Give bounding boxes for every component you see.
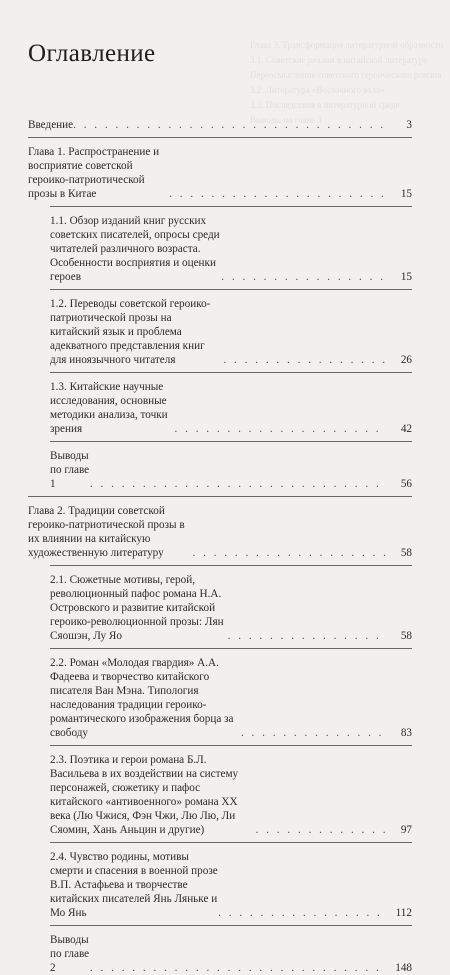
toc-page-number: 97	[400, 824, 412, 836]
table-of-contents	[28, 118, 412, 975]
dot-leader	[73, 118, 387, 132]
toc-page-number: 83	[400, 727, 412, 739]
dot-leader	[175, 422, 388, 436]
toc-entry-text: 2.2. Роман «Молодая гвардия» А.А. Фадеева и творчество китайского писателя Ван Мэна. Типология наследования традиции героико-романтического изображения борца за свободу	[50, 657, 234, 739]
toc-page-number: 112	[395, 907, 412, 919]
divider	[50, 372, 412, 373]
divider	[50, 745, 412, 746]
dot-leader	[90, 477, 387, 491]
toc-entry-text: 1.1. Обзор изданий книг русских советских писателей, опросы среди читателей различного возраста. Особенности восприятия и оценки героев	[50, 215, 220, 283]
toc-entry-section-2-3[interactable]	[50, 753, 412, 837]
bleed-line: 3.2. Литература «Восточного вала»	[250, 85, 385, 95]
divider	[50, 206, 412, 207]
toc-page-number: 15	[400, 271, 412, 283]
toc-entry-section-1-2[interactable]	[50, 297, 412, 367]
toc-entry-section-2-4[interactable]	[50, 850, 412, 920]
toc-entry-chapter-1[interactable]	[28, 145, 412, 201]
toc-entry-conclusions-2[interactable]	[50, 933, 412, 975]
bleed-line: Выводы по главе 3	[250, 115, 322, 125]
toc-entry-text: Глава 1. Распространение и восприятие советской героико-патриотической прозы в Китае	[28, 146, 160, 200]
toc-entry-section-2-2[interactable]	[50, 656, 412, 740]
dot-leader	[241, 726, 387, 740]
divider	[50, 648, 412, 649]
toc-entry-text: 1.3. Китайские научные исследования, основные методики анализа, точки зрения	[50, 381, 168, 435]
toc-entry-text: Введение	[28, 119, 74, 131]
bleed-line: Переосмысление советского героического романа	[250, 70, 442, 80]
toc-page-number: 58	[400, 547, 412, 559]
dot-leader	[228, 629, 387, 643]
toc-entry-section-2-1[interactable]	[50, 573, 412, 643]
toc-entry-text: Выводы по главе 2	[50, 934, 90, 974]
toc-page-number: 56	[400, 478, 412, 490]
toc-entry-chapter-2[interactable]	[28, 504, 412, 560]
dot-leader	[221, 270, 387, 284]
toc-entry-text: Глава 2. Традиции советской героико-патриотической прозы в их влиянии на китайскую художественную литературу	[28, 505, 185, 559]
toc-entry-text: 2.3. Поэтика и герои романа Б.Л. Васильева в их воздействии на систему персонажей, сюжетику и пафос китайского «антивоенного» романа XX века (Лю Чжися, Фэн Чжи, Лю Лю, Ли Сяомин, Хань Аньцин и другие)	[50, 754, 239, 836]
bleed-line: 3.1. Советские реалии в китайской литературе	[250, 55, 428, 65]
dot-leader	[169, 187, 387, 201]
divider	[50, 842, 412, 843]
divider	[28, 496, 412, 497]
toc-entry-text: 1.2. Переводы советской героико-патриотической прозы на китайский язык и проблема адекватного представления книг для иноязычного читателя	[50, 298, 211, 366]
dot-leader	[218, 906, 387, 920]
toc-entry-text: Выводы по главе 1	[50, 450, 90, 490]
toc-entry-text: 2.4. Чувство родины, мотивы смерти и спасения в военной прозе В.П. Астафьева и творчестве китайских писателей Янь Ляньке и Мо Янь	[50, 851, 218, 919]
toc-entry-text: 2.1. Сюжетные мотивы, герой, революционный пафос романа Н.А. Островского и развитие китайской героико-революционной прозы: Лян Сяошэн, Лу Яо	[50, 574, 224, 642]
toc-entry-section-1-1[interactable]	[50, 214, 412, 284]
toc-page-number: 15	[400, 188, 412, 200]
toc-page-number: 26	[400, 354, 412, 366]
toc-page-number: 42	[400, 423, 412, 435]
dot-leader	[90, 961, 387, 975]
toc-page-number: 58	[400, 630, 412, 642]
dot-leader	[256, 823, 387, 837]
bleed-line: 3.3. Последствия в литературной среде	[250, 100, 400, 110]
page-title: Оглавление	[28, 40, 156, 67]
toc-entry-introduction[interactable]	[28, 118, 412, 132]
divider	[50, 289, 412, 290]
divider	[50, 925, 412, 926]
toc-entry-conclusions-1[interactable]	[50, 449, 412, 491]
divider	[28, 137, 412, 138]
bleed-line: Глава 3. Трансформация литературной образности	[250, 40, 444, 50]
divider	[50, 441, 412, 442]
dot-leader	[192, 546, 387, 560]
divider	[50, 565, 412, 566]
toc-page-number: 148	[395, 962, 412, 974]
dot-leader	[223, 353, 387, 367]
toc-entry-section-1-3[interactable]	[50, 380, 412, 436]
toc-page-number: 3	[406, 119, 412, 131]
